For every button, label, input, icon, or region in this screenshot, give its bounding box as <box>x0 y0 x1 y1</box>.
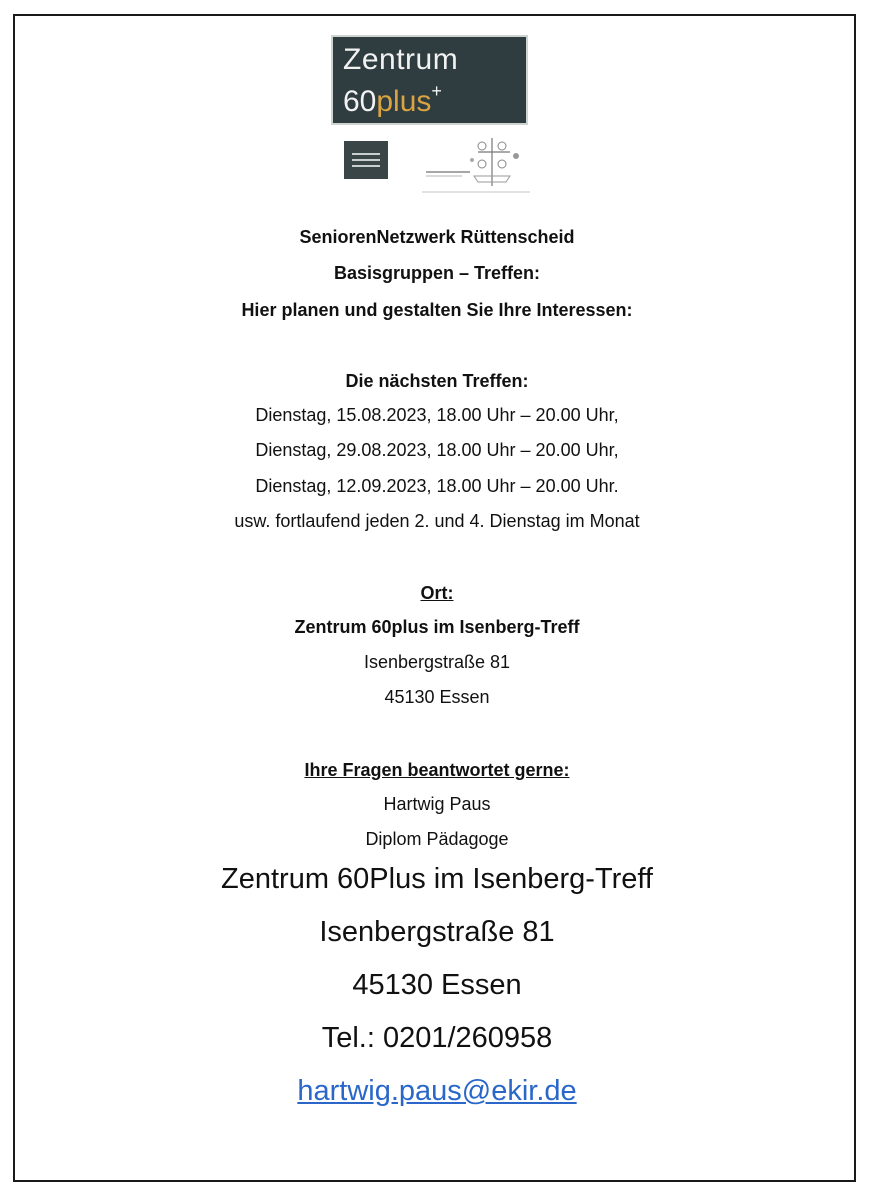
contact-person: Hartwig Paus <box>383 794 491 814</box>
contact-email-link[interactable]: hartwig.paus@ekir.de <box>297 1075 577 1107</box>
logo-line2 <box>343 81 442 119</box>
intro-title: SeniorenNetzwerk Rüttenscheid <box>299 227 575 247</box>
diakonie-logo-icon <box>344 141 388 179</box>
contact-city: 45130 Essen <box>352 969 522 1001</box>
contact-role: Diplom Pädagoge <box>365 829 509 849</box>
logo-line1: Zentrum <box>343 43 459 76</box>
meeting-date-3: Dienstag, 12.09.2023, 18.00 Uhr – 20.00 Uhr. <box>255 476 619 496</box>
meetings-heading: Die nächsten Treffen: <box>345 371 529 391</box>
meeting-date-1: Dienstag, 15.08.2023, 18.00 Uhr – 20.00 Uhr, <box>255 405 619 425</box>
location-city: 45130 Essen <box>384 687 490 707</box>
meetings-note: usw. fortlaufend jeden 2. und 4. Dienstag im Monat <box>234 511 640 531</box>
intro-subtitle: Basisgruppen – Treffen: <box>333 263 541 283</box>
contact-phone: Tel.: 0201/260958 <box>321 1022 553 1054</box>
intro-tagline: Hier planen und gestalten Sie Ihre Interessen: <box>241 300 633 320</box>
contact-email-row <box>0 1075 874 1108</box>
contact-street: Isenbergstraße 81 <box>319 916 555 948</box>
contact-heading: Ihre Fragen beantwortet gerne: <box>304 760 570 780</box>
logo-plus-word: plus <box>376 85 432 118</box>
ev-kirche-logo-icon <box>422 136 530 196</box>
location-name: Zentrum 60plus im Isenberg-Treff <box>294 617 580 637</box>
location-street: Isenbergstraße 81 <box>363 652 511 672</box>
contact-organization: Zentrum 60Plus im Isenberg-Treff <box>221 863 653 895</box>
zentrum-60plus-logo <box>331 35 528 125</box>
logo-superscript: + <box>431 81 442 101</box>
location-heading: Ort: <box>420 583 454 603</box>
meeting-date-2: Dienstag, 29.08.2023, 18.00 Uhr – 20.00 Uhr, <box>255 440 619 460</box>
logo-number: 60 <box>343 85 377 118</box>
